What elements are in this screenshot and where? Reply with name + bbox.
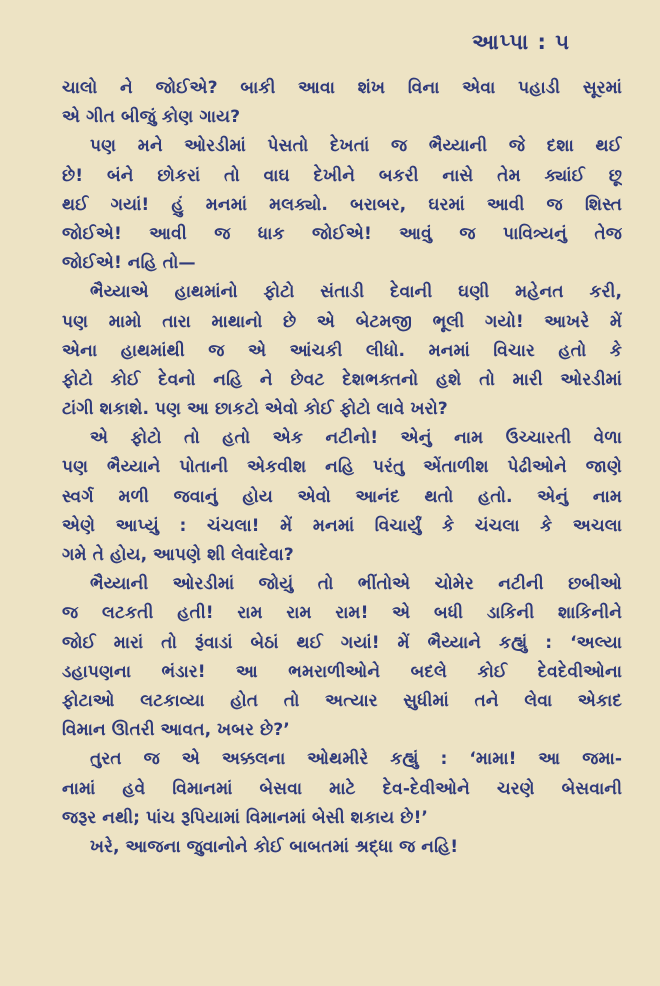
text-line: થઈ ગયાં! હું મનમાં મલક્યો. બરાબર, ઘરમાં આવી જ શિસ્ત bbox=[62, 194, 622, 215]
text-line: ચાલો ને જોઈએ? બાકી આવા શંખ વિના એવા પહાડી સૂરમાં bbox=[62, 78, 622, 98]
text-line: પણ મામો તારા માથાનો છે એ બેટમજી ભૂલી ગયો! આખરે મેં bbox=[62, 311, 622, 332]
text-line: છે! બંને છોકરાં તો વાઘ દેખીને બકરી નાસે તેમ ક્યાંઈ છૂ bbox=[62, 165, 622, 186]
text-line: ખરે, આજના જુવાનોને કોઈ બાબતમાં શ્રદ્ધા જ નહિ! bbox=[90, 836, 459, 857]
page-body-text bbox=[62, 74, 622, 862]
text-line: વિમાન ઊતરી આવત, ખબર છે?’ bbox=[62, 720, 290, 741]
text-line: ભૈય્યાએ હાથમાંનો ફોટો સંતાડી દેવાની ઘણી મહેનત કરી, bbox=[90, 282, 622, 303]
text-line: જરૂર નથી; પાંચ રૂપિયામાં વિમાનમાં બેસી શકાય છે!’ bbox=[62, 807, 428, 828]
text-line: ડહાપણના ભંડાર! આ ભમરાળીઓને બદલે કોઈ દેવદેવીઓના bbox=[62, 661, 622, 682]
text-line: ગમે તે હોય, આપણે શી લેવાદેવા? bbox=[62, 545, 294, 565]
text-line: ફોટાઓ લટકાવ્યા હોત તો અત્યાર સુધીમાં તને લેવા એકાદ bbox=[62, 690, 622, 711]
text-line: એ ગીત બીજું કોણ ગાય? bbox=[62, 107, 241, 128]
running-header: આપ્પા : ૫ bbox=[471, 30, 570, 54]
text-line: તુરત જ એ અક્કલના ઓથમીરે કહ્યું : ‘મામા! આ જમા- bbox=[90, 749, 622, 770]
text-line: જ લટકતી હતી! રામ રામ રામ! એ બધી ડાકિની શાકિનીને bbox=[62, 603, 622, 624]
text-line: જોઈએ! નહિ તો— bbox=[62, 253, 196, 274]
text-line: નામાં હવે વિમાનમાં બેસવા માટે દેવ-દેવીઓને ચરણે બેસવાની bbox=[62, 778, 622, 799]
text-line: એણે આપ્યું : ચંચલા! મેં મનમાં વિચાર્યું કે ચંચલા કે અચલા bbox=[62, 515, 622, 536]
text-line: ભૈય્યાની ઓરડીમાં જોયું તો ભીંતોએ ચોમેર નટીની છબીઓ bbox=[90, 574, 622, 595]
text-line: એના હાથમાંથી જ એ આંચકી લીધો. મનમાં વિચાર હતો કે bbox=[62, 340, 622, 361]
text-line: પણ ભૈય્યાને પોતાની એકવીશ નહિ પરંતુ એંતાળીશ પેઢીઓને જાણે bbox=[62, 457, 622, 478]
text-line: જોઈએ! આવી જ ધાક જોઈએ! આવું જ પાવિત્ર્યનું તેજ bbox=[62, 223, 622, 244]
text-line: ફોટો કોઈ દેવનો નહિ ને છેવટ દેશભક્તનો હશે તો મારી ઓરડીમાં bbox=[62, 369, 622, 390]
text-line: જોઈ મારાં તો રૂંવાડાં બેઠાં થઈ ગયાં! મેં ભૈય્યાને કહ્યું : ‘અલ્યા bbox=[62, 632, 622, 653]
text-line: એ ફોટો તો હતો એક નટીનો! એનું નામ ઉચ્ચારતી વેળા bbox=[90, 428, 622, 449]
text-line: પણ મને ઓરડીમાં પેસતો દેખતાં જ ભૈય્યાની જે દશા થઈ bbox=[90, 136, 622, 157]
text-line: ટાંગી શકાશે. પણ આ છાકટો એવો કોઈ ફોટો લાવે ખરો? bbox=[62, 399, 448, 420]
text-line: સ્વર્ગ મળી જવાનું હોય એવો આનંદ થતો હતો. એનું નામ bbox=[62, 486, 622, 507]
